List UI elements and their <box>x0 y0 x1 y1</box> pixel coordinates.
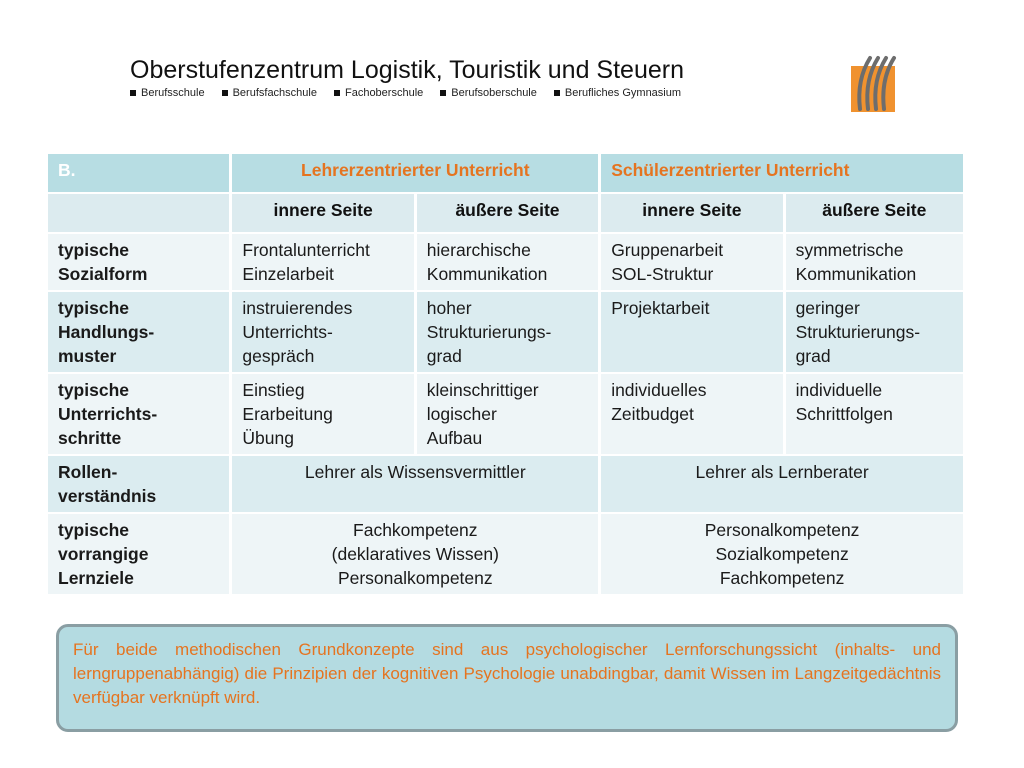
table-row <box>48 456 963 512</box>
table-cell: instruierendes Unterrichts- gespräch <box>232 292 413 372</box>
table-cell: hoher Strukturierungs- grad <box>417 292 598 372</box>
row-label: typische vorrangige Lernziele <box>48 514 229 594</box>
subheader-cell: innere Seite <box>232 194 413 232</box>
table-corner-label: B. <box>48 154 229 192</box>
row-label: typische Sozialform <box>48 234 229 290</box>
osz-logo-icon <box>848 54 898 114</box>
page-title: Oberstufenzentrum Logistik, Touristik und Steuern <box>130 56 684 84</box>
table-cell: symmetrische Kommunikation <box>786 234 963 290</box>
school-type-item <box>554 87 681 99</box>
table-cell: individuelle Schrittfolgen <box>786 374 963 454</box>
school-type-label: Berufsoberschule <box>451 87 537 99</box>
table-cell: hierarchische Kommunikation <box>417 234 598 290</box>
row-label: typische Handlungs- muster <box>48 292 229 372</box>
table-header-row <box>48 154 963 192</box>
empty-subheader-cell <box>48 194 229 232</box>
table-row <box>48 374 963 454</box>
row-label: typische Unterrichts- schritte <box>48 374 229 454</box>
subheader-cell: innere Seite <box>601 194 782 232</box>
table-row <box>48 234 963 290</box>
comparison-table <box>45 152 966 596</box>
school-type-item <box>334 87 423 99</box>
table-row <box>48 292 963 372</box>
merged-cell: Lehrer als Lernberater <box>601 456 963 512</box>
group-header-teacher: Lehrerzentrierter Unterricht <box>232 154 598 192</box>
row-label: Rollen- verständnis <box>48 456 229 512</box>
table-subheader-row <box>48 194 963 232</box>
square-bullet-icon <box>222 90 228 96</box>
group-header-student: Schülerzentrierter Unterricht <box>601 154 963 192</box>
school-type-label: Berufliches Gymnasium <box>564 87 682 99</box>
school-type-label: Berufsschule <box>141 87 205 99</box>
note-text: Für beide methodischen Grundkonzepte sind aus psychologischer Lernforschungssicht (inhalts- und lerngruppenabhängig) die Prinzipien der kognitiven Psychologie unabdingbar, damit Wissen im Langzeitgedächtnis verfügbar verknüpft wird. <box>73 640 941 707</box>
table-cell: kleinschrittiger logischer Aufbau <box>417 374 598 454</box>
subheader-cell: äußere Seite <box>786 194 963 232</box>
school-type-item <box>130 87 205 99</box>
merged-cell: Fachkompetenz (deklaratives Wissen) Personalkompetenz <box>232 514 598 594</box>
merged-cell: Personalkompetenz Sozialkompetenz Fachkompetenz <box>601 514 963 594</box>
table-cell: Gruppenarbeit SOL-Struktur <box>601 234 782 290</box>
square-bullet-icon <box>440 90 446 96</box>
square-bullet-icon <box>130 90 136 96</box>
info-note-box <box>56 624 958 732</box>
square-bullet-icon <box>334 90 340 96</box>
square-bullet-icon <box>554 90 560 96</box>
table-cell: individuelles Zeitbudget <box>601 374 782 454</box>
school-type-label: Berufsfachschule <box>232 87 317 99</box>
table-cell: Frontalunterricht Einzelarbeit <box>232 234 413 290</box>
subheader-cell: äußere Seite <box>417 194 598 232</box>
school-type-item <box>222 87 317 99</box>
table-cell: Projektarbeit <box>601 292 782 372</box>
school-types-list <box>130 87 698 99</box>
merged-cell: Lehrer als Wissensvermittler <box>232 456 598 512</box>
school-type-label: Fachoberschule <box>344 87 424 99</box>
table-cell: Einstieg Erarbeitung Übung <box>232 374 413 454</box>
table-cell: geringer Strukturierungs- grad <box>786 292 963 372</box>
table-row <box>48 514 963 594</box>
school-type-item <box>440 87 537 99</box>
